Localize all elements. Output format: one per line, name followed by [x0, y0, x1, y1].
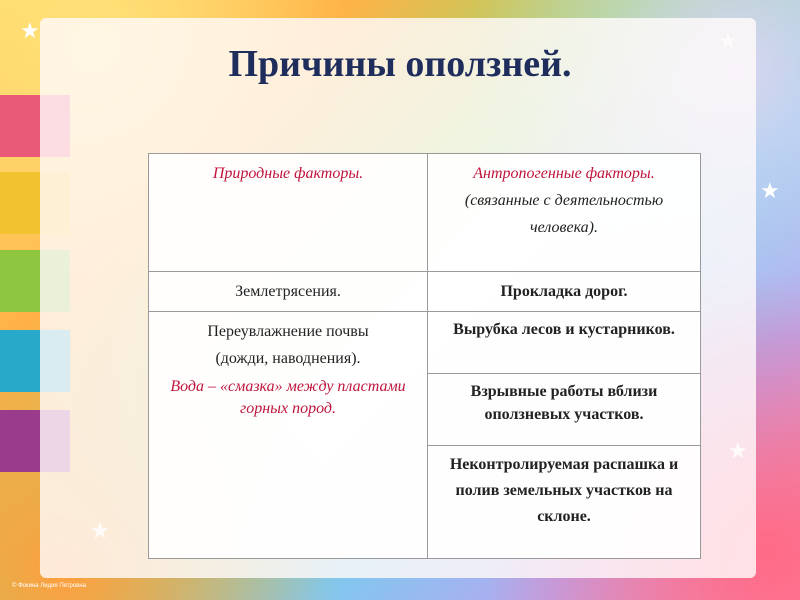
page-title: Причины оползней.: [228, 43, 572, 85]
header-anthropogenic-label: Антропогенные факторы.: [473, 165, 655, 182]
cell-anthropogenic-4: Неконтролируемая распашка и полив земельных участков на склоне.: [428, 446, 701, 559]
cell-anthropogenic-2: Вырубка лесов и кустарников.: [428, 312, 701, 374]
table-row: [149, 272, 701, 312]
table-row: [149, 312, 701, 374]
cell-natural-2: [149, 312, 428, 559]
header-anthropogenic-note: (связанные с деятельностью человека).: [464, 192, 664, 236]
header-cell-natural: [149, 154, 428, 272]
natural-line-1: Переувлажнение почвы: [207, 323, 369, 340]
cell-anthropogenic-1: Прокладка дорог.: [428, 272, 701, 312]
header-natural-label: Природные факторы.: [212, 165, 364, 182]
header-cell-anthropogenic: [428, 154, 701, 272]
table-header-row: [149, 154, 701, 272]
star-icon: ★: [760, 178, 780, 203]
star-icon: ★: [20, 18, 40, 43]
cell-anthropogenic-3: Взрывные работы вблизи оползневых участков.: [428, 374, 701, 446]
copyright-footer: © Фокина Лидия Петровна: [12, 583, 87, 589]
natural-line-3: Вода – «смазка» между пластами горных пород.: [170, 378, 406, 417]
natural-line-2: (дожди, наводнения).: [215, 350, 361, 367]
cell-natural-1: Землетрясения.: [149, 272, 428, 312]
causes-table: [148, 153, 701, 559]
